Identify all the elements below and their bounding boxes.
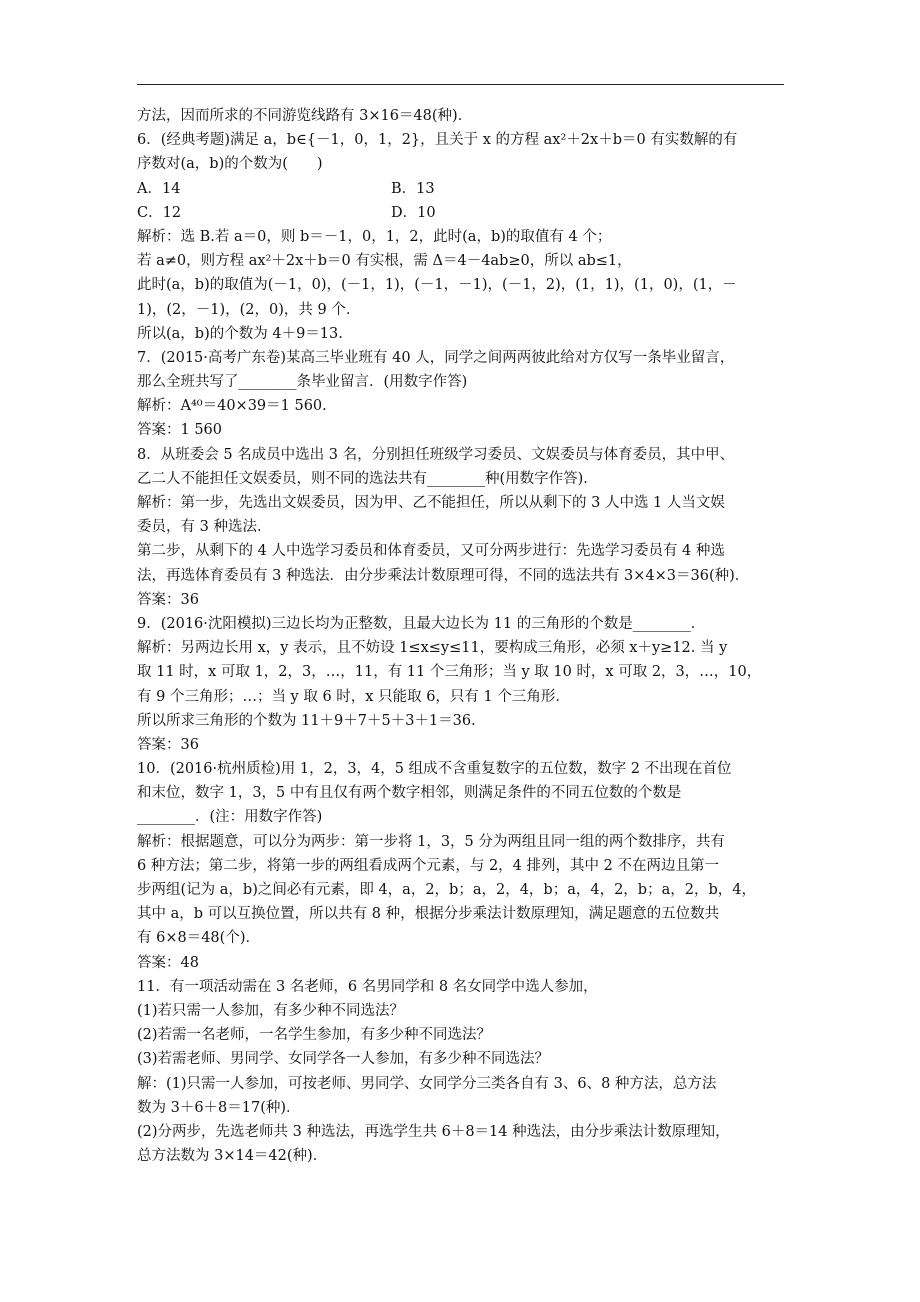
answer-line: 答案：1 560 bbox=[137, 422, 223, 439]
text-line: ________．(注：用数字作答) bbox=[137, 809, 323, 826]
text-line: 取 11 时，x 可取 1，2，3，…，11，有 11 个三角形；当 y 取 10 时，x 可取 2，3，…，10， bbox=[137, 664, 762, 681]
text-line: (2)分两步，先选老师共 3 种选法，再选学生共 6＋8＝14 种选法，由分步乘法计数原理知， bbox=[137, 1123, 730, 1140]
option-a: A．14 bbox=[137, 180, 181, 197]
text-line: (1)若只需一人参加，有多少种不同选法？ bbox=[137, 1002, 405, 1019]
answer-line: 答案：36 bbox=[137, 591, 199, 608]
option-d: D．10 bbox=[391, 204, 436, 221]
text-line: 方法，因而所求的不同游览线路有 3×16＝48(种)． bbox=[137, 108, 473, 124]
option-c: C．12 bbox=[137, 204, 182, 221]
text-line: 解析：A⁴⁰＝40×39＝1 560. bbox=[137, 398, 327, 415]
text-line: 解析：根据题意，可以分为两步：第一步将 1，3，5 分为两组且同一组的两个数排序，共有 bbox=[137, 833, 725, 850]
options-row-cd bbox=[137, 201, 785, 225]
text-line: 有 6×8＝48(个)． bbox=[137, 930, 260, 947]
question-6-stem: 6．(经典考题)满足 a，b∈{－1，0，1，2}，且关于 x 的方程 ax²＋2x＋b＝0 有实数解的有 bbox=[137, 132, 738, 149]
text-line: 其中 a，b 可以互换位置，所以共有 8 种，根据分步乘法计数原理知，满足题意的五位数共 bbox=[137, 906, 720, 923]
question-9-stem: 9．(2016·沈阳模拟)三边长均为正整数，且最大边长为 11 的三角形的个数是________． bbox=[137, 615, 706, 632]
text-line: 1)，(2，－1)，(2，0)，共 9 个． bbox=[137, 301, 361, 318]
question-11-stem: 11．有一项活动需在 3 名老师，6 名男同学和 8 名女同学中选人参加， bbox=[137, 978, 598, 995]
text-line: 所以(a，b)的个数为 4＋9＝13. bbox=[137, 325, 343, 342]
text-line: 总方法数为 3×14＝42(种)． bbox=[137, 1148, 328, 1165]
header-rule bbox=[137, 84, 784, 85]
answer-line: 答案：48 bbox=[137, 954, 199, 971]
document-body bbox=[137, 104, 785, 1168]
text-line: 6 种方法；第二步，将第一步的两组看成两个元素，与 2，4 排列，其中 2 不在两边且第一 bbox=[137, 857, 719, 874]
text-line: 那么全班共写了________条毕业留言．(用数字作答) bbox=[137, 374, 468, 391]
text-line: 第二步，从剩下的 4 人中选学习委员和体育委员，又可分两步进行：先选学习委员有 4 种选 bbox=[137, 543, 725, 560]
text-line: 乙二人不能担任文娱委员，则不同的选法共有________种(用数字作答)． bbox=[137, 470, 598, 487]
text-line: 步两组(记为 a，b)之间必有元素，即 4，a，2，b；a，2，4，b；a，4，2，b；a，2，b，4， bbox=[137, 882, 756, 898]
text-line: (3)若需老师、男同学、女同学各一人参加，有多少种不同选法？ bbox=[137, 1051, 550, 1068]
text-line: 有 9 个三角形；…；当 y 取 6 时，x 只能取 6，只有 1 个三角形． bbox=[137, 688, 570, 705]
text-line: 解：(1)只需一人参加，可按老师、男同学、女同学分三类各自有 3、6、8 种方法，总方法 bbox=[137, 1075, 717, 1092]
option-b: B．13 bbox=[391, 180, 435, 197]
options-row-ab bbox=[137, 177, 785, 201]
text-line: 此时(a，b)的取值为(－1，0)，(－1，1)，(－1，－1)，(－1，2)，(1，1)，(1，0)，(1，－ bbox=[137, 277, 737, 294]
question-10-stem: 10．(2016·杭州质检)用 1，2，3，4，5 组成不含重复数字的五位数，数字 2 不出现在首位 bbox=[137, 761, 732, 778]
text-line: 数为 3＋6＋8＝17(种)． bbox=[137, 1099, 301, 1116]
text-line: 若 a≠0，则方程 ax²＋2x＋b＝0 有实根，需 Δ＝4－4ab≥0，所以 ab≤1， bbox=[137, 253, 632, 270]
text-line: 解析：选 B.若 a＝0，则 b＝－1，0，1，2，此时(a，b)的取值有 4 个； bbox=[137, 228, 612, 245]
text-line: 解析：另两边长用 x，y 表示，且不妨设 1≤x≤y≤11，要构成三角形，必须 x＋y≥12. 当 y bbox=[137, 640, 728, 657]
text-line: (2)若需一名老师，一名学生参加，有多少种不同选法？ bbox=[137, 1027, 492, 1044]
question-7-stem: 7．(2015·高考广东卷)某高三毕业班有 40 人，同学之间两两彼此给对方仅写一条毕业留言， bbox=[137, 349, 735, 366]
answer-line: 答案：36 bbox=[137, 736, 199, 753]
text-line: 序数对(a，b)的个数为( ) bbox=[137, 156, 323, 173]
text-line: 和末位，数字 1，3，5 中有且仅有两个数字相邻，则满足条件的不同五位数的个数是 bbox=[137, 785, 682, 802]
question-8-stem: 8．从班委会 5 名成员中选出 3 名，分别担任班级学习委员、文娱委员与体育委员，其中甲、 bbox=[137, 446, 735, 463]
text-line: 委员，有 3 种选法． bbox=[137, 519, 272, 536]
text-line: 解析：第一步，先选出文娱委员，因为甲、乙不能担任，所以从剩下的 3 人中选 1 人当文娱 bbox=[137, 495, 725, 511]
text-line: 法，再选体育委员有 3 种选法．由分步乘法计数原理可得，不同的选法共有 3×4×3＝36(种)． bbox=[137, 567, 750, 584]
text-line: 所以所求三角形的个数为 11＋9＋7＋5＋3＋1＝36. bbox=[137, 712, 476, 729]
